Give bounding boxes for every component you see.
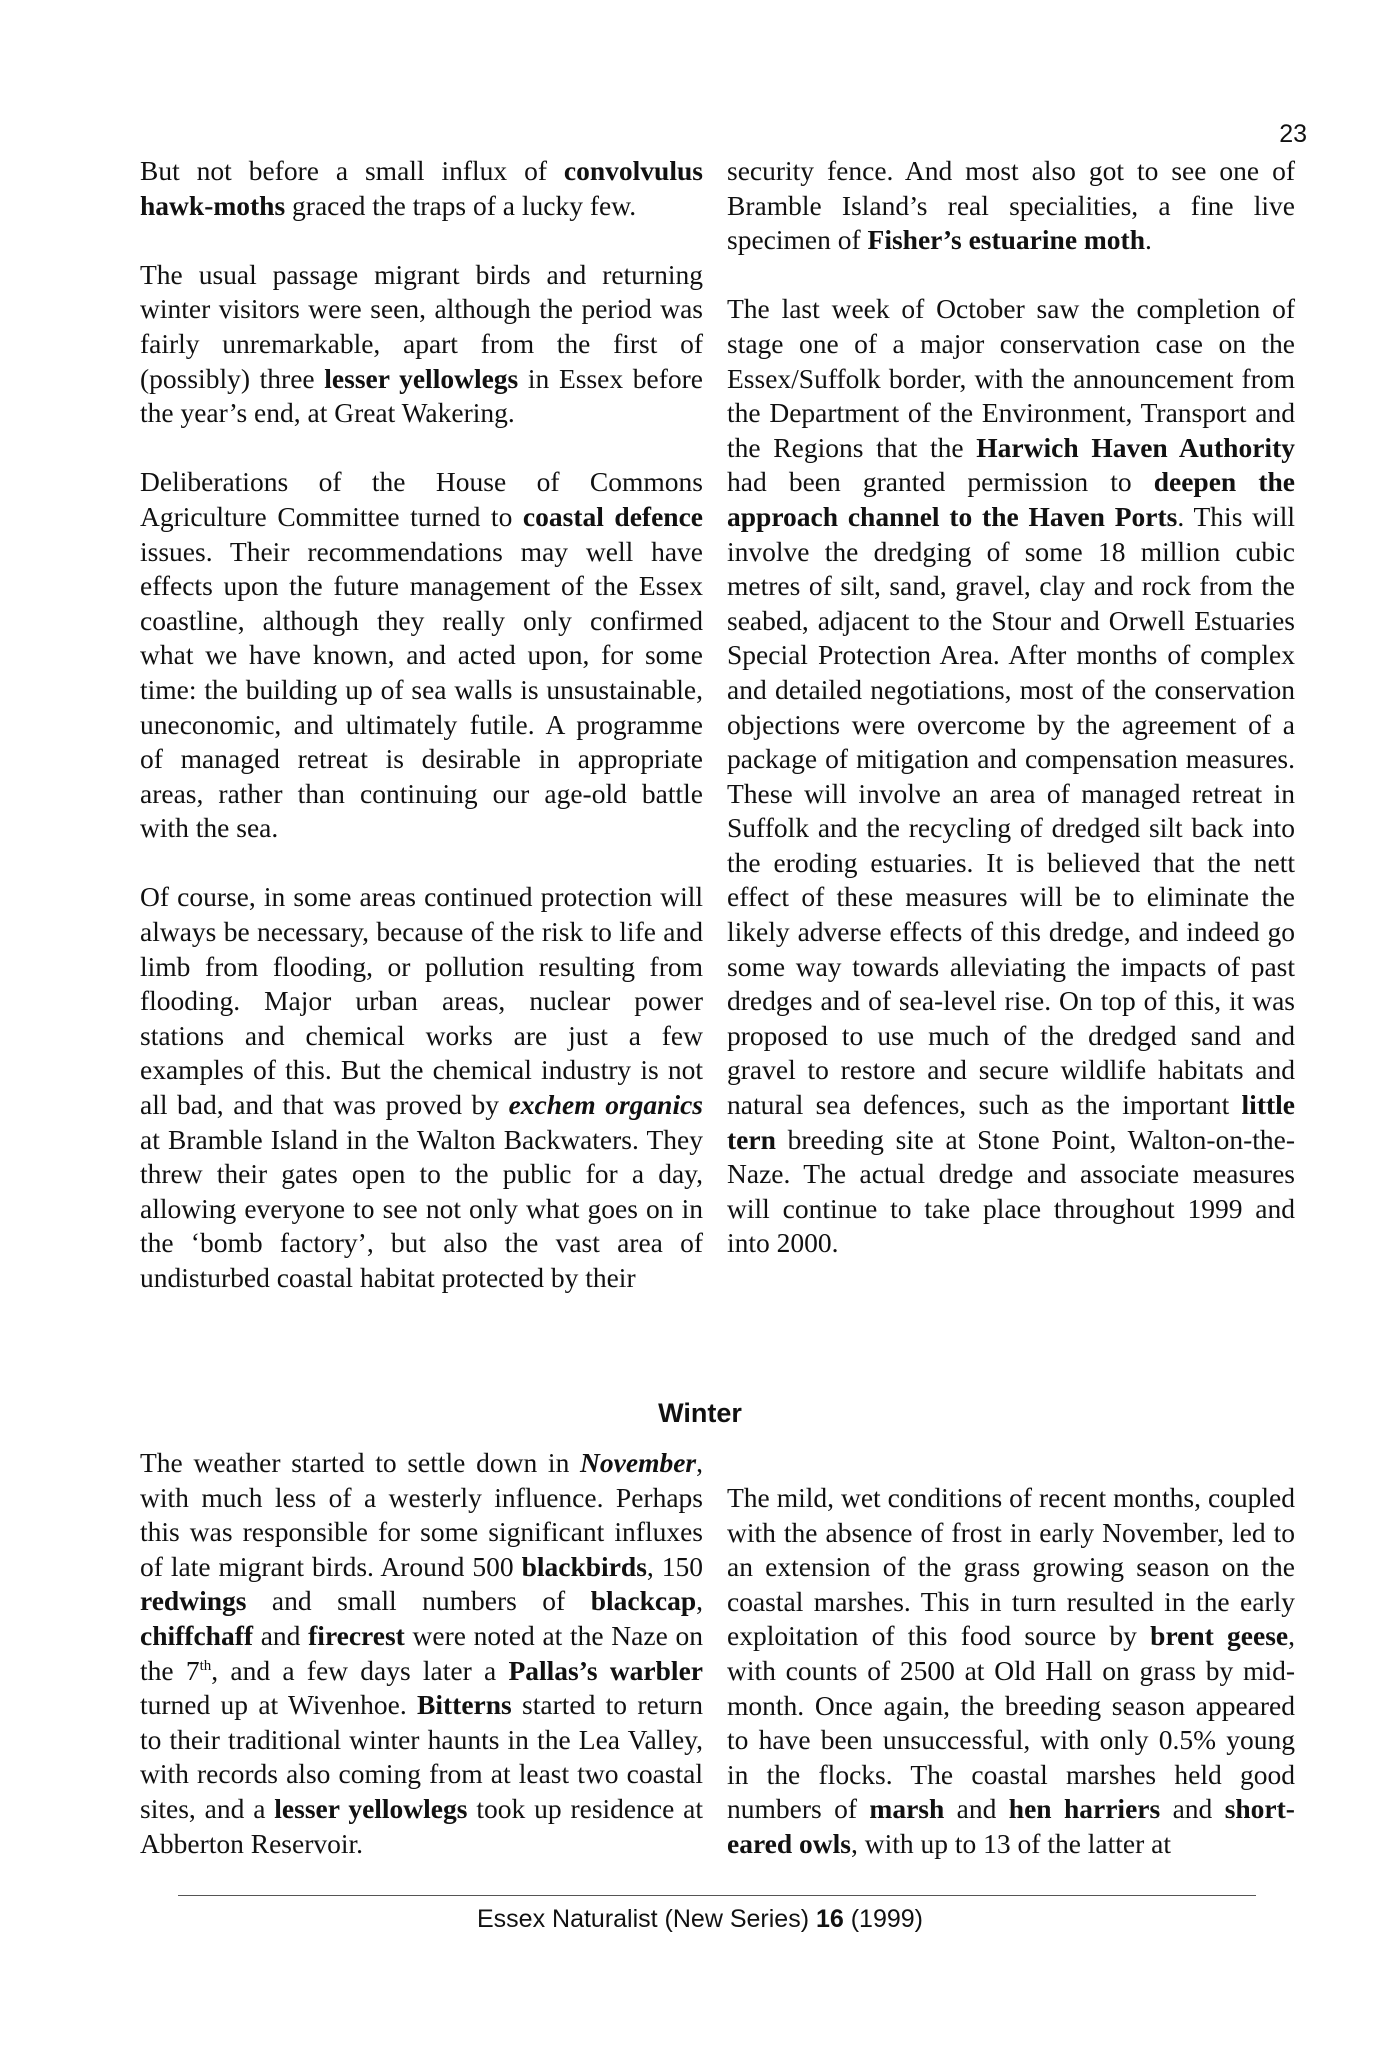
- paragraph: [140, 154, 703, 223]
- text-run: Deliberations of the House of Commons Agriculture Committee turned to: [140, 466, 703, 532]
- paragraph: [727, 1481, 1295, 1862]
- key-term: deepen the approach channel to the Haven Ports: [727, 466, 1295, 532]
- text-run: turned up at Wivenhoe.: [140, 1689, 418, 1721]
- text-run: graced the traps of a lucky few.: [285, 189, 637, 221]
- paragraph: [140, 880, 703, 1295]
- species-name: convolvulus hawk-moths: [140, 155, 703, 221]
- publication-year: (1999): [843, 1905, 923, 1933]
- text-run: But not before a small influx of: [140, 155, 564, 186]
- text-run: The last week of October saw the completion of stage one of a major conservation case on the Essex/Suffolk border, with the announcement from the Department of the Environment, Transport and the Regions that the: [727, 293, 1295, 463]
- text-run: at Bramble Island in the Walton Backwaters. They threw their gates open to the public for a day, allowing everyone to see not only what goes on in the ‘bomb factory’, but also the vast area of undisturbed coastal habitat protected by their: [140, 1123, 703, 1293]
- species-name: Fisher’s estuarine moth: [867, 224, 1146, 256]
- volume-number: 16: [815, 1905, 844, 1933]
- text-run: in Essex before the year’s end, at Great Wakering.: [140, 362, 703, 429]
- ordinal-suffix: th: [199, 1657, 212, 1674]
- species-name: Bitterns: [417, 1689, 512, 1721]
- species-name: firecrest: [308, 1619, 405, 1651]
- paragraph: [140, 1446, 703, 1861]
- text-run: and small numbers of: [246, 1585, 591, 1617]
- species-name: little tern: [727, 1089, 1295, 1155]
- text-run: were noted at the Naze on the 7: [140, 1619, 703, 1686]
- species-name: Pallas’s warbler: [508, 1654, 703, 1686]
- text-run: , with up to 13 of the latter at: [851, 1827, 1171, 1859]
- text-run: .: [1145, 224, 1152, 256]
- left-column-top: [140, 154, 703, 1296]
- species-name: blackbirds: [521, 1550, 647, 1582]
- paragraph: [727, 292, 1295, 1261]
- species-name: short-eared owls: [727, 1793, 1295, 1859]
- text-run: started to return to their traditional winter haunts in the Lea Valley, with records also coming from at least two coastal sites, and a: [140, 1689, 703, 1824]
- company-name: exchem organics: [508, 1089, 703, 1121]
- species-name: chiffchaff: [140, 1619, 254, 1651]
- month-name: November: [580, 1447, 697, 1478]
- text-run: The mild, wet conditions of recent months, coupled with the absence of frost in early November, led to an extension of the grass growing season on the coastal marshes. This in turn resulted in the early exploitation of this food source by: [727, 1482, 1295, 1652]
- text-run: took up residence at Abberton Reservoir.: [140, 1792, 703, 1859]
- text-run: issues. Their recommendations may well have effects upon the future management of the Essex coastline, although they really only confirmed what we have known, and acted upon, for some time: the building up of sea walls is unsustainable, uneconomic, and ultimately futile. A programme of managed retreat is desirable in appropriate areas, rather than continuing our age-old battle with the sea.: [140, 535, 703, 844]
- text-run: , with much less of a westerly influence. Perhaps this was responsible for some significant influxes of late migrant birds. Around 500: [140, 1447, 703, 1582]
- page-number: 23: [1279, 120, 1307, 148]
- species-name: redwings: [140, 1585, 247, 1617]
- left-column-bottom: [140, 1446, 703, 1861]
- species-name: blackcap: [590, 1585, 697, 1617]
- text-run: The usual passage migrant birds and returning winter visitors were seen, although the period was fairly unremarkable, apart from the first of (possibly) three: [140, 258, 703, 394]
- paragraph: [140, 465, 703, 846]
- text-run: Of course, in some areas continued protection will always be necessary, because of the risk to life and limb from flooding, or pollution resulting from flooding. Major urban areas, nuclear power stations and chemical works are just a few examples of this. But the chemical industry is not all bad, and that was proved by: [140, 881, 703, 1121]
- paragraph: [140, 258, 703, 431]
- text-run: , 150: [646, 1550, 703, 1582]
- text-run: had been granted permission to: [727, 466, 1154, 498]
- text-run: breeding site at Stone Point, Walton-on-the-Naze. The actual dredge and associate measures will continue to take place throughout 1999 and into 2000.: [727, 1123, 1295, 1259]
- paragraph: [727, 154, 1295, 258]
- right-column-bottom: [727, 1481, 1295, 1862]
- journal-name: Essex Naturalist (New Series): [476, 1905, 816, 1933]
- section-heading-winter: Winter: [658, 1398, 742, 1428]
- species-name: marsh: [869, 1793, 945, 1825]
- text-run: ,: [696, 1585, 703, 1617]
- species-name: lesser yellowlegs: [324, 362, 519, 394]
- footer-citation: [0, 1905, 1400, 1934]
- right-column-top: [727, 154, 1295, 1261]
- text-run: and: [253, 1619, 309, 1651]
- key-term: coastal defence: [522, 500, 704, 532]
- text-run: and: [1160, 1793, 1225, 1825]
- species-name: lesser yellowlegs: [274, 1792, 468, 1824]
- species-name: hen harriers: [1008, 1793, 1161, 1825]
- text-run: and: [944, 1793, 1009, 1825]
- text-run: . This will involve the dredging of some 18 million cubic metres of silt, sand, gravel, clay and rock from the seabed, adjacent to the Stour and Orwell Estuaries Special Protection Area. After months of complex and detailed negotiations, most of the conservation objections were overcome by the agreement of a package of mitigation and compensation measures. These will involve an area of managed retreat in Suffolk and the recycling of dredged silt back into the eroding estuaries. It is believed that the nett effect of these measures will be to eliminate the likely adverse effects of this dredge, and indeed go some way towards alleviating the impacts of past dredges and of sea-level rise. On top of this, it was proposed to use much of the dredged sand and gravel to restore and secure wildlife habitats and natural sea defences, such as the important: [727, 500, 1295, 1121]
- text-run: The weather started to settle down in: [140, 1447, 581, 1478]
- text-run: security fence. And most also got to see one of Bramble Island’s real specialities, a fine live specimen of: [727, 155, 1295, 256]
- species-name: brent geese: [1150, 1620, 1289, 1652]
- footer-divider: [178, 1895, 1256, 1896]
- text-run: , and a few days later a: [211, 1654, 509, 1686]
- key-term: Harwich Haven Authority: [976, 431, 1295, 463]
- text-run: , with counts of 2500 at Old Hall on grass by mid-month. Once again, the breeding season appeared to have been unsuccessful, with only 0.5% young in the flocks. The coastal marshes held good numbers of: [727, 1620, 1296, 1825]
